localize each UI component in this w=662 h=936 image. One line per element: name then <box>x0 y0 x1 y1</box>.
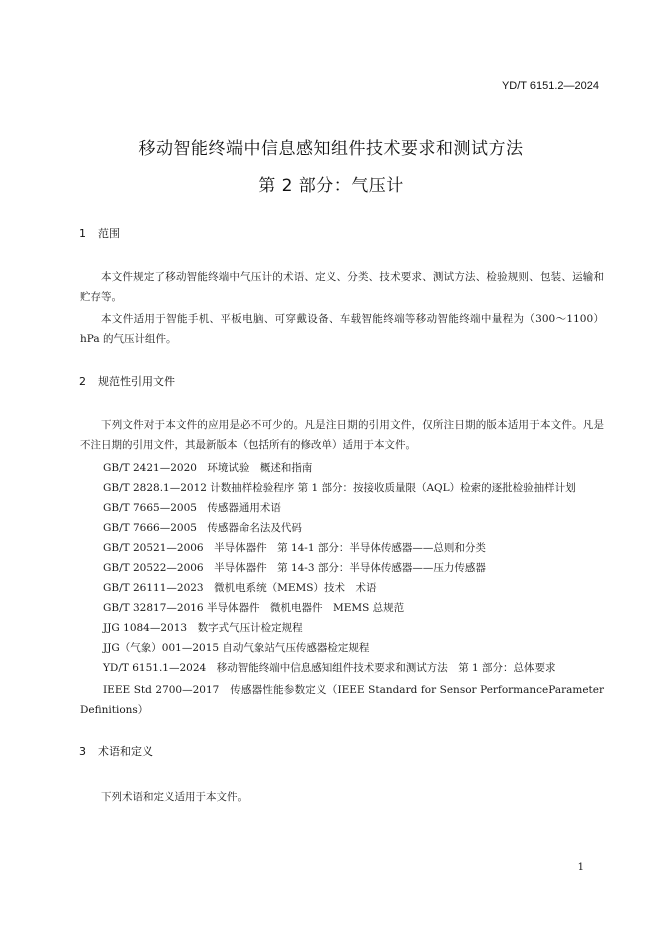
document-subtitle: 第 2 部分：气压计 <box>258 176 404 196</box>
section-title: 规范性引用文件 <box>98 375 175 388</box>
reference-item: GB/T 20522—2006 半导体器件 第 14-3 部分：半导体传感器——压力传感器 <box>103 562 486 574</box>
reference-item: GB/T 32817—2016 半导体器件 微机电器件 MEMS 总规范 <box>103 602 405 614</box>
section-heading-terms <box>79 743 153 759</box>
reference-item: GB/T 20521—2006 半导体器件 第 14-1 部分：半导体传感器——总则和分类 <box>103 542 486 554</box>
reference-item: GB/T 26111—2023 微机电系统（MEMS）技术 术语 <box>103 582 377 594</box>
section-title: 范围 <box>98 227 120 240</box>
reference-item: IEEE Std 2700—2017 传感器性能参数定义（IEEE Standard for Sensor PerformanceParameter Definitions） <box>80 684 604 716</box>
page-number: 1 <box>577 862 584 873</box>
reference-item: YD/T 6151.1—2024 移动智能终端中信息感知组件技术要求和测试方法 第 1 部分：总体要求 <box>103 662 556 674</box>
reference-item: GB/T 2828.1—2012 计数抽样检验程序 第 1 部分：按接收质量限（AQL）检索的逐批检验抽样计划 <box>103 482 576 494</box>
reference-item: GB/T 2421—2020 环境试验 概述和指南 <box>103 462 313 474</box>
scope-paragraph-2: 本文件适用于智能手机、平板电脑、可穿戴设备、车载智能终端等移动智能终端中量程为（300～1100）hPa 的气压计组件。 <box>80 313 604 345</box>
terms-intro: 下列术语和定义适用于本文件。 <box>101 791 248 803</box>
section-number: 2 <box>79 375 86 388</box>
standard-code: YD/T 6151.2—2024 <box>501 80 599 92</box>
scope-paragraph-1: 本文件规定了移动智能终端中气压计的术语、定义、分类、技术要求、测试方法、检验规则、包装、运输和贮存等。 <box>80 271 604 303</box>
section-number: 1 <box>79 227 86 240</box>
references-intro: 下列文件对于本文件的应用是必不可少的。凡是注日期的引用文件，仅所注日期的版本适用于本文件。凡是不注日期的引用文件，其最新版本（包括所有的修改单）适用于本文件。 <box>80 419 604 451</box>
section-number: 3 <box>79 745 86 758</box>
reference-item: GB/T 7666—2005 传感器命名法及代码 <box>103 522 302 534</box>
reference-item: GB/T 7665—2005 传感器通用术语 <box>103 502 281 514</box>
section-title: 术语和定义 <box>98 745 153 758</box>
reference-item: JJG 1084—2013 数字式气压计检定规程 <box>103 622 303 634</box>
section-heading-references <box>79 373 175 389</box>
reference-item: JJG（气象）001—2015 自动气象站气压传感器检定规程 <box>103 642 370 654</box>
document-title: 移动智能终端中信息感知组件技术要求和测试方法 <box>138 139 524 159</box>
section-heading-scope <box>79 225 120 241</box>
